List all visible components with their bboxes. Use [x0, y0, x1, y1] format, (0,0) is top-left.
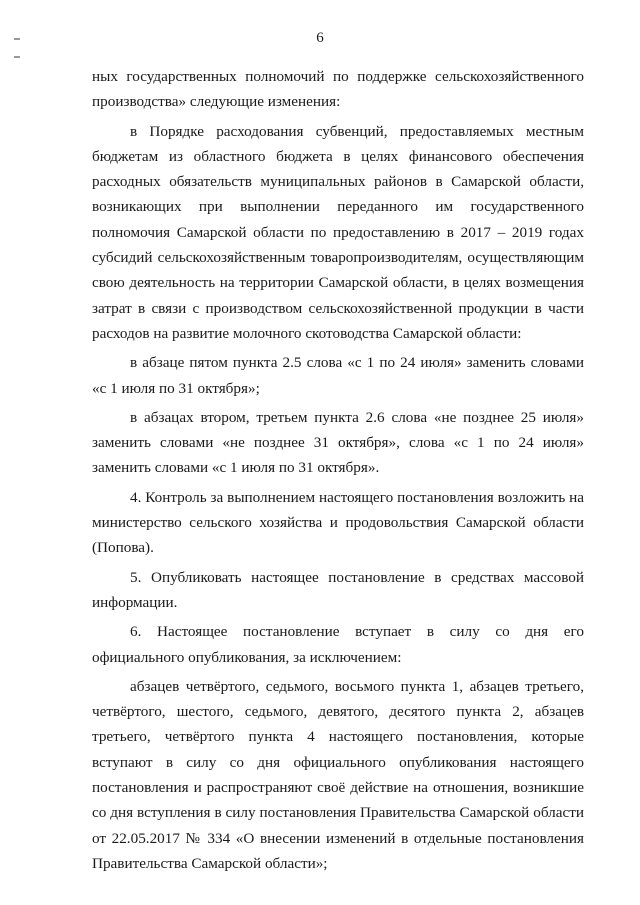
- paragraph: в Порядке расходования субвенций, предоставляемых местным бюджетам из областного бюджета в целях финансового обеспечения расходных обязательств муниципальных районов в Самарской области, возникающих при выполнении переданного им государственного полномочия Самарской области по предоставлению в 2017 – 2019 годах субсидий сельскохозяйственным товаропроизводителям, осуществляющим свою деятельность на территории Самарской области, в целях возмещения затрат в связи с производством сельскохозяйственной продукции в части расходов на развитие молочного скотоводства Самарской области:: [92, 122, 584, 342]
- page-number: 6: [316, 30, 324, 46]
- paragraph: 4. Контроль за выполнением настоящего постановления возложить на министерство сельского хозяйства и продовольствия Самарской области (Попова).: [92, 488, 584, 557]
- paragraph: ных государственных полномочий по поддержке сельскохозяйственного производства» следующие изменения:: [92, 68, 584, 111]
- paragraph: в абзаце пятом пункта 2.5 слова «с 1 по 24 июля» заменить словами «с 1 июля по 31 октября»;: [92, 354, 584, 397]
- body-text: [92, 64, 584, 880]
- paragraph: 5. Опубликовать настоящее постановление в средствах массовой информации.: [92, 568, 584, 611]
- paragraph: в абзацах втором, третьем пункта 2.6 слова «не позднее 25 июля» заменить словами «не позднее 31 октября», слова «с 1 по 24 июля» заменить словами «с 1 июля по 31 октября».: [92, 408, 584, 477]
- paragraph: абзацев четвёртого, седьмого, восьмого пункта 1, абзацев третьего, четвёртого, шестого, седьмого, девятого, десятого пункта 2, абзацев третьего, четвёртого пункта 4 настоящего постановления, которые вступают в силу со дня официального опубликования настоящего постановления и распространяют своё действие на отношения, возникшие со дня вступления в силу постановления Правительства Самарской области от 22.05.2017 № 334 «О внесении изменений в отдельные постановления Правительства Самарской области»;: [92, 677, 584, 872]
- margin-mark: [14, 56, 20, 58]
- paragraph: 6. Настоящее постановление вступает в силу со дня его официального опубликования, за исключением:: [92, 623, 584, 666]
